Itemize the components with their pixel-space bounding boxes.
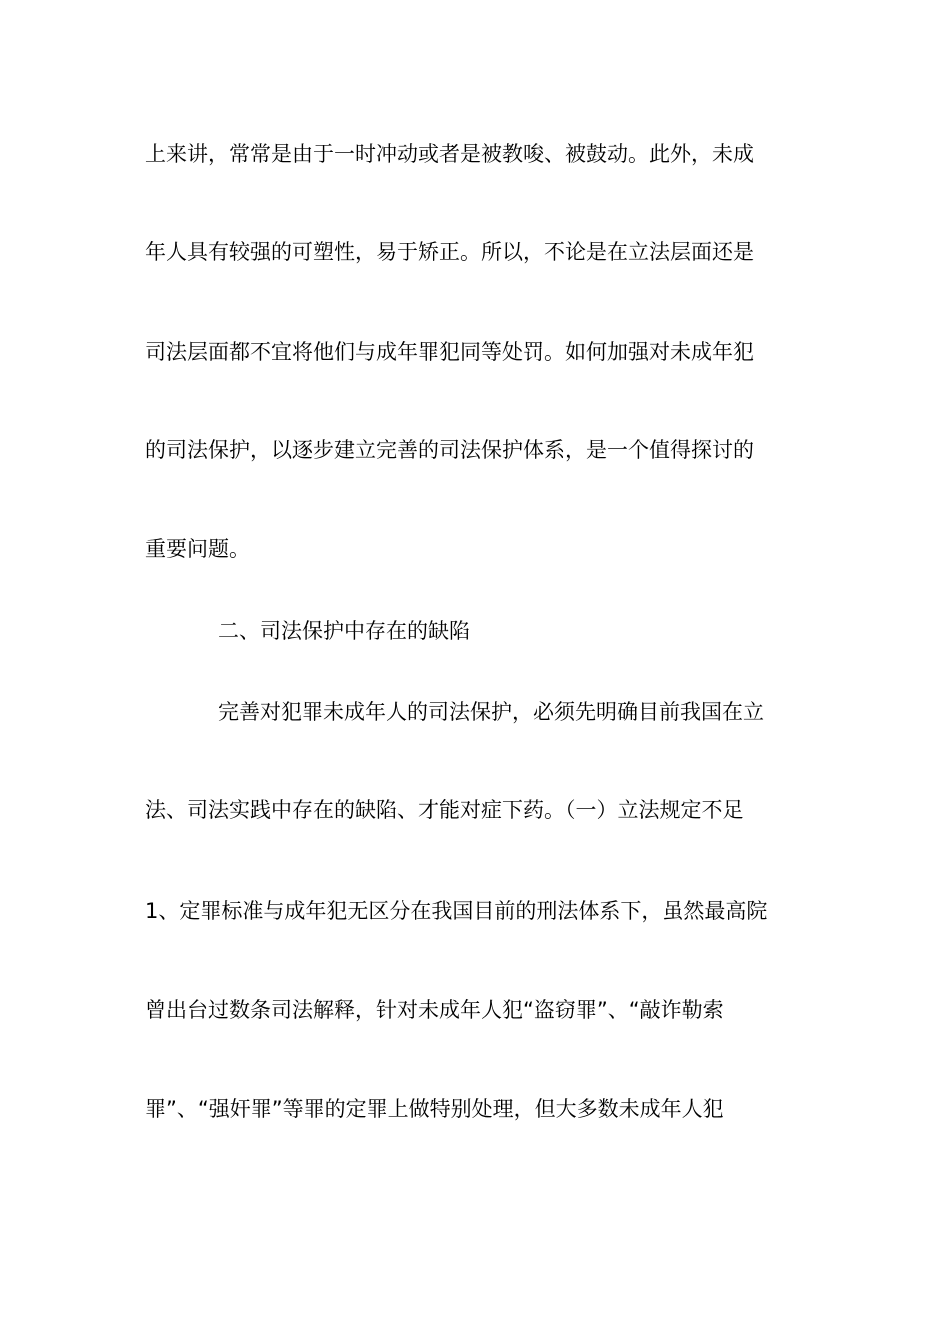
paragraph-line: 罪”、“强奸罪”等罪的定罪上做特别处理，但大多数未成年人犯 xyxy=(145,1097,724,1121)
paragraph-line: 1、定罪标准与成年犯无区分在我国目前的刑法体系下，虽然最高院 xyxy=(145,899,768,923)
paragraph-line: 上来讲，常常是由于一时冲动或者是被教唆、被鼓动。此外，未成 xyxy=(145,142,754,166)
paragraph-line: 重要问题。 xyxy=(145,537,250,561)
paragraph-line: 法、司法实践中存在的缺陷、才能对症下药。（一）立法规定不足 xyxy=(145,798,744,822)
paragraph-line: 完善对犯罪未成年人的司法保护，必须先明确目前我国在立 xyxy=(218,700,764,724)
paragraph-line: 年人具有较强的可塑性，易于矫正。所以，不论是在立法层面还是 xyxy=(145,240,754,264)
paragraph-line: 的司法保护，以逐步建立完善的司法保护体系，是一个值得探讨的 xyxy=(145,438,754,462)
paragraph-line: 曾出台过数条司法解释，针对未成年人犯“盗窃罪”、“敲诈勒索 xyxy=(145,998,724,1022)
paragraph-line: 司法层面都不宜将他们与成年罪犯同等处罚。如何加强对未成年犯 xyxy=(145,340,754,364)
section-heading: 二、司法保护中存在的缺陷 xyxy=(218,619,470,643)
